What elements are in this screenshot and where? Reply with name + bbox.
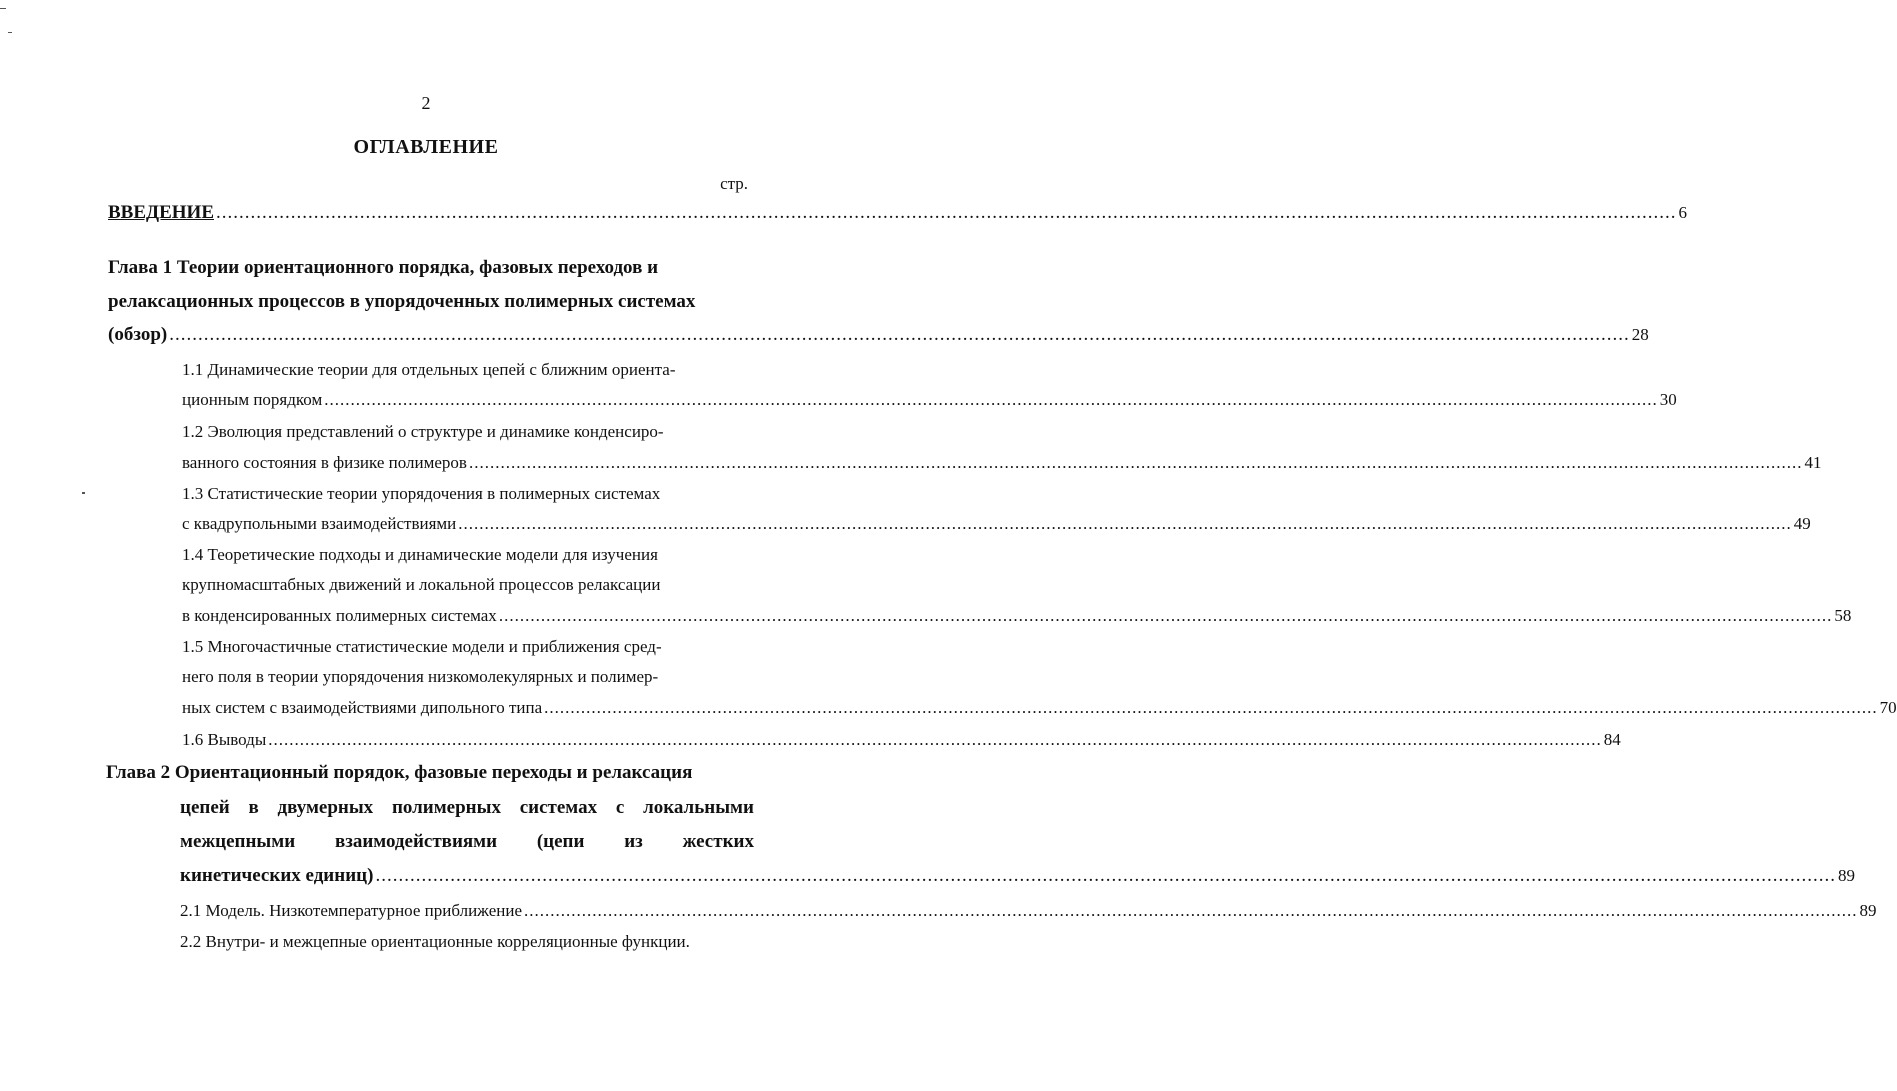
title-word: из [624,831,643,852]
toc-entry-page: 89 [1859,901,1877,920]
scan-artifact [8,32,12,33]
toc-entry-label: 1.6 Выводы [182,730,267,749]
toc-entry-label: ционным порядком [182,390,323,409]
title-word: в [248,797,259,818]
scan-artifact [0,8,6,9]
toc-entry-2-2: 2.2 Внутри- и межцепные ориентационные корреляционные функции. [180,932,690,951]
section-1-5-title: него поля в теории упорядочения низкомолекулярных и полимер- [182,667,659,686]
title-word: взаимодействиями [334,831,498,852]
toc-entry-page: 84 [1603,730,1621,749]
dot-leader: .............................................................................................................................................................................................................................................................. [375,865,1836,886]
page-column-label: стр. [720,174,748,193]
chapter-2-title: Глава 2 Ориентационный порядок, фазовые переходы и релаксация [106,762,693,783]
toc-entry-page: 49 [1793,514,1811,533]
toc-entry-1-6 [182,730,1621,750]
dot-leader: .............................................................................................................................................................................................................................................................. [524,901,1858,920]
page-title: ОГЛАВЛЕНИЕ [353,136,499,158]
toc-entry-label: с квадрупольными взаимодействиями [182,514,457,533]
title-word: (цепи [536,831,585,852]
page-number: 2 [421,93,431,113]
toc-entry-page: 89 [1837,866,1855,885]
section-1-5-title: 1.5 Многочастичные статистические модели и приближения сред- [182,637,662,656]
toc-entry-label: (обзор) [108,324,168,345]
title-word: с [615,797,625,818]
title-word: двумерных [277,797,374,818]
title-word: полимерных [391,797,501,818]
dot-leader: .............................................................................................................................................................................................................................................................. [498,606,1833,625]
toc-entry-chapter-1 [108,324,1649,346]
title-word: системах [519,797,598,818]
chapter-2-title [180,797,754,819]
title-word: жестких [682,831,754,852]
toc-entry-1-1 [182,390,1677,410]
toc-entry-page: 70 [1879,698,1897,717]
section-1-4-title: крупномасштабных движений и локальной процессов релаксации [182,575,661,594]
section-1-2-title: 1.2 Эволюция представлений о структуре и динамике конденсиро- [182,422,664,441]
toc-entry-label: 2.1 Модель. Низкотемпературное приближение [180,901,522,920]
dot-leader: .............................................................................................................................................................................................................................................................. [324,390,1658,409]
toc-entry-intro [108,202,1687,224]
section-1-1-title: 1.1 Динамические теории для отдельных цепей с ближним ориента- [182,360,676,379]
toc-entry-page: 58 [1834,606,1852,625]
toc-entry-page: 41 [1804,453,1822,472]
toc-entry-page: 6 [1678,203,1687,222]
toc-entry-2-1 [180,901,1877,921]
scan-artifact [82,492,85,494]
section-1-4-title: 1.4 Теоретические подходы и динамические модели для изучения [182,545,658,564]
toc-entry-label: ВВЕДЕНИЕ [108,202,214,223]
chapter-2-title [180,831,754,853]
chapter-1-title: Глава 1 Теории ориентационного порядка, фазовых переходов и [108,257,659,278]
toc-entry-label: в конденсированных полимерных системах [182,606,497,625]
toc-entry-page: 28 [1631,325,1649,344]
dot-leader: .............................................................................................................................................................................................................................................................. [458,514,1792,533]
title-word: локальными [643,797,754,818]
section-1-3-title: 1.3 Статистические теории упорядочения в полимерных системах [182,484,661,503]
toc-entry-1-4 [182,606,1852,626]
toc-entry-label: кинетических единиц) [180,865,374,886]
chapter-1-title: релаксационных процессов в упорядоченных полимерных системах [108,291,696,312]
dot-leader: .............................................................................................................................................................................................................................................................. [216,202,1677,223]
toc-entry-1-5 [182,698,1897,718]
toc-entry-chapter-2 [180,865,1855,887]
title-word: цепей [180,797,230,818]
toc-entry-page: 30 [1659,390,1677,409]
toc-entry-label: ных систем с взаимодействиями дипольного типа [182,698,543,717]
toc-entry-1-3 [182,514,1811,534]
dot-leader: .............................................................................................................................................................................................................................................................. [544,698,1878,717]
title-word: межцепными [180,831,296,852]
dot-leader: .............................................................................................................................................................................................................................................................. [268,730,1602,749]
toc-entry-1-2 [182,453,1822,473]
dot-leader: .............................................................................................................................................................................................................................................................. [169,324,1630,345]
dot-leader: .............................................................................................................................................................................................................................................................. [468,453,1803,472]
toc-entry-label: ванного состояния в физике полимеров [182,453,467,472]
